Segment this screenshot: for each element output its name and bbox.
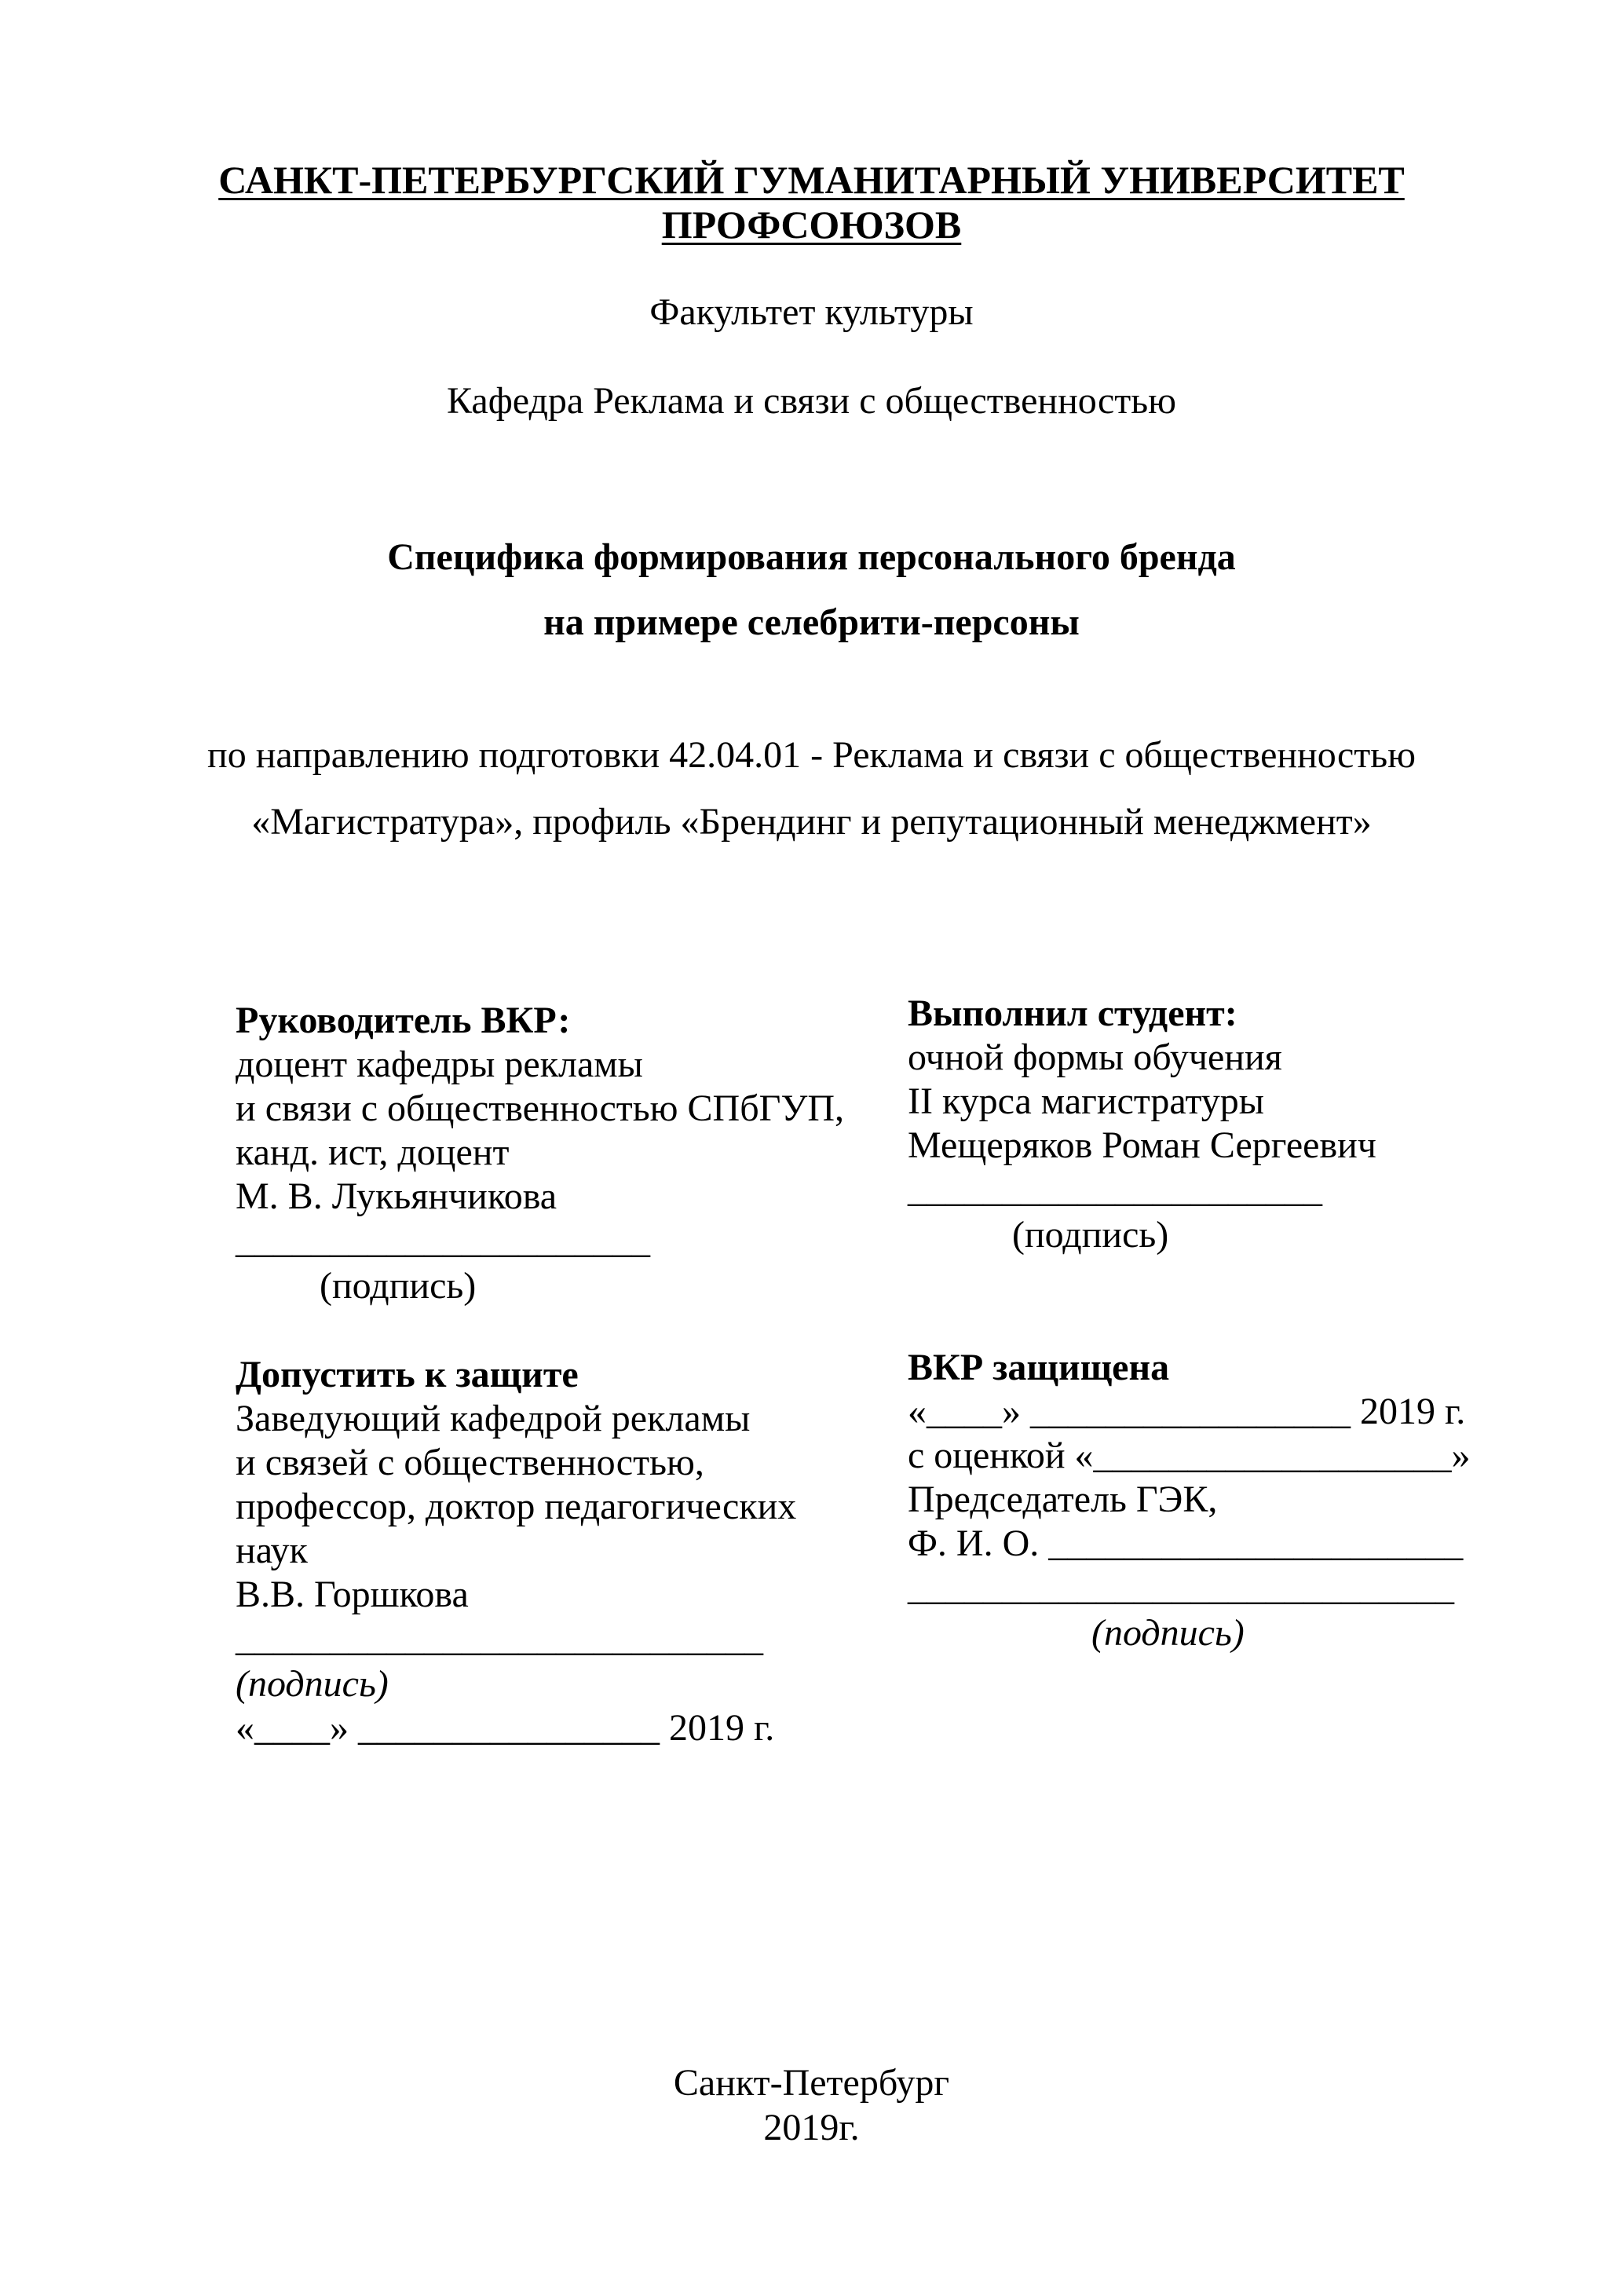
admit-line: Заведующий кафедрой рекламы: [236, 1398, 751, 1439]
university-name-line1: САНКТ-ПЕТЕРБУРГСКИЙ ГУМАНИТАРНЫЙ УНИВЕРСИТЕТ: [218, 158, 1405, 202]
defended-signature-line: _____________________________: [908, 1567, 1454, 1608]
student-signature-label: (подпись): [1012, 1214, 1169, 1256]
student-heading: Выполнил студент:: [908, 993, 1237, 1034]
defended-grade-line: с оценкой «___________________»: [908, 1435, 1471, 1476]
thesis-title-line2: на примере селебрити-персоны: [543, 601, 1080, 643]
student-name: Мещеряков Роман Сергеевич: [908, 1124, 1376, 1166]
supervisor-line: канд. ист, доцент: [236, 1132, 510, 1173]
university-name-line2: ПРОФСОЮЗОВ: [661, 203, 962, 247]
student-line: очной формы обучения: [908, 1036, 1282, 1078]
admit-date-line: «____» ________________ 2019 г.: [236, 1707, 775, 1749]
defended-chair: Председатель ГЭК,: [908, 1479, 1218, 1520]
defended-heading: ВКР защищена: [908, 1347, 1170, 1388]
supervisor-line: доцент кафедры рекламы: [236, 1044, 643, 1085]
admit-name: В.В. Горшкова: [236, 1574, 469, 1615]
admit-heading: Допустить к защите: [236, 1354, 579, 1395]
direction-line1: по направлению подготовки 42.04.01 - Реклама и связи с общественностью: [207, 734, 1416, 776]
admit-line: наук: [236, 1530, 308, 1571]
defended-signature-label: (подпись): [1091, 1612, 1245, 1654]
supervisor-name: М. В. Лукьянчикова: [236, 1175, 557, 1217]
supervisor-heading: Руководитель ВКР:: [236, 1000, 571, 1041]
defended-date-line: «____» _________________ 2019 г.: [908, 1391, 1466, 1432]
direction-line2: «Магистратура», профиль «Брендинг и репутационный менеджмент»: [251, 801, 1372, 843]
footer-year: 2019г.: [763, 2107, 860, 2148]
admit-line: профессор, доктор педагогических: [236, 1486, 797, 1527]
thesis-title-line1: Специфика формирования персонального бренда: [387, 536, 1236, 578]
student-signature-line: ______________________: [908, 1168, 1322, 1210]
footer-city: Санкт-Петербург: [673, 2062, 950, 2104]
admit-line: и связей с общественностью,: [236, 1442, 704, 1483]
admit-signature-line: ____________________________: [236, 1618, 763, 1659]
supervisor-signature-label: (подпись): [320, 1265, 477, 1307]
defended-fio-line: Ф. И. О. ______________________: [908, 1523, 1464, 1564]
supervisor-line: и связи с общественностью СПбГУП,: [236, 1088, 845, 1129]
faculty: Факультет культуры: [649, 291, 974, 333]
admit-signature-label: (подпись): [236, 1663, 389, 1705]
department: Кафедра Реклама и связи с общественностью: [447, 380, 1176, 422]
supervisor-signature-line: ______________________: [236, 1219, 650, 1261]
student-line: II курса магистратуры: [908, 1080, 1265, 1122]
